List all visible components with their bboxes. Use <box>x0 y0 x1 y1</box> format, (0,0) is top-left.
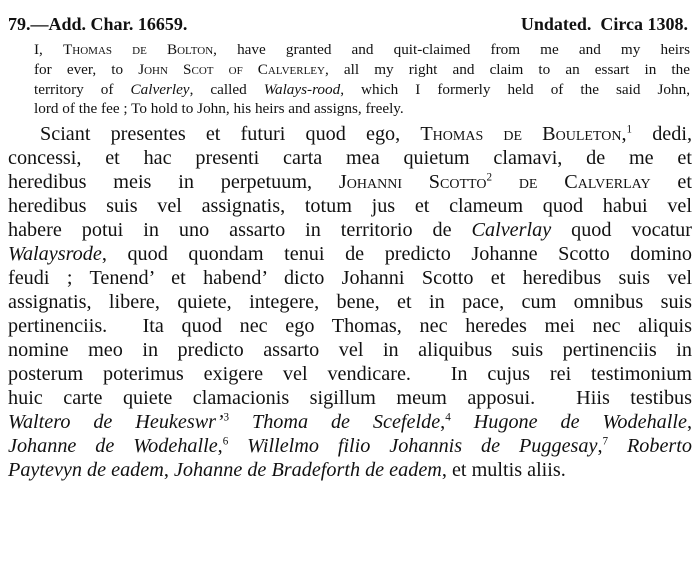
text-run: for ever, to <box>34 61 139 78</box>
text-run: , et multis aliis. <box>441 459 566 481</box>
italic-text: Walaysrode <box>8 243 102 265</box>
charter-number: 79. <box>8 14 31 34</box>
text-run <box>492 171 519 193</box>
italic-text: Calverlay <box>471 219 552 241</box>
text-run: , <box>440 411 446 433</box>
charter-line <box>40 124 692 144</box>
charter-line <box>8 196 692 216</box>
footnote-marker: 3 <box>223 411 230 424</box>
footnote-marker: 2 <box>486 171 492 184</box>
text-run: , <box>163 459 174 481</box>
text-run: feudi ; Tenend’ et habend’ dicto Johanni Scotto et heredibus suis vel <box>8 267 692 289</box>
italic-text: Johanne de Wodehalle <box>8 435 218 457</box>
text-run <box>451 411 474 433</box>
summary-line <box>34 101 404 116</box>
italic-text: Calverley <box>130 81 190 98</box>
text-run <box>228 435 247 457</box>
italic-text: Walays-rood <box>263 81 341 98</box>
text-run: , <box>621 123 627 145</box>
text-run: pertinenciis. Ita quod nec ego Thomas, nec heredes mei nec aliquis <box>8 315 692 337</box>
italic-text: Thoma de Scefelde <box>251 411 441 433</box>
text-run: , which I formerly held of the said John, <box>340 81 690 98</box>
text-run: habere potui in uno assarto in territorio de <box>8 219 472 241</box>
text-run: nomine meo in predicto assarto vel in aliquibus suis pertinenciis in <box>8 339 692 361</box>
text-run: , all my right and claim to an essart in the <box>324 61 690 78</box>
charter-line <box>8 268 692 288</box>
text-run: posterum poterimus exigere vel vendicare. In cujus rei testimonium <box>8 363 692 385</box>
text-run: dedi, <box>632 123 692 145</box>
proper-name: Thomas de Bolton <box>63 41 214 58</box>
text-run: I, <box>34 41 63 58</box>
italic-text: Johanne de Bradeforth de eadem <box>173 459 442 481</box>
summary-line <box>34 62 690 77</box>
text-run: , <box>597 435 603 457</box>
text-run: territory of <box>34 81 131 98</box>
charter-line <box>8 244 692 264</box>
italic-text: Roberto <box>626 435 692 457</box>
charter-line <box>8 220 692 240</box>
proper-name: Thomas de Bouleton <box>420 123 622 145</box>
text-run: quod vocatur <box>551 219 692 241</box>
charter-line <box>8 340 692 360</box>
proper-name: John Scot of Calverley <box>138 61 325 78</box>
summary-line <box>34 42 690 57</box>
text-run: , <box>217 435 223 457</box>
footnote-marker: 4 <box>445 411 451 424</box>
italic-text: Willelmo filio Johannis de Puggesay <box>247 435 598 457</box>
charter-line <box>8 148 692 168</box>
footnote-marker: 6 <box>222 435 229 448</box>
charter-line <box>8 436 692 456</box>
italic-text: Hugone de Wodehalle <box>473 411 687 433</box>
charter-line <box>8 364 692 384</box>
text-run: huic carte quiete clamacionis sigillum meum apposui. Hiis testibus <box>8 387 692 409</box>
text-run: concessi, et hac presenti carta mea quietum clamavi, de me et <box>8 147 692 169</box>
italic-text: Paytevyn de eadem <box>8 459 164 481</box>
charter-heading <box>0 15 700 35</box>
proper-name: de Calverlay <box>518 171 651 193</box>
footnote-marker: 1 <box>626 123 633 136</box>
charter-line <box>8 388 692 408</box>
text-run: lord of the fee ; To hold to John, his heirs and assigns, freely. <box>34 100 404 117</box>
charter-catalog: —Add. Char. 16659. <box>30 14 188 34</box>
footnote-marker: 7 <box>602 435 609 448</box>
text-run: heredibus suis vel assignatis, totum jus et clameum quod habui vel <box>8 195 692 217</box>
summary-line <box>34 82 690 97</box>
text-run: assignatis, libere, quiete, integere, bene, et in pace, cum omnibus suis <box>8 291 692 313</box>
charter-line <box>8 172 692 192</box>
text-run: , called <box>189 81 264 98</box>
text-run <box>608 435 627 457</box>
text-run: Sciant presentes et futuri quod ego, <box>40 123 421 145</box>
proper-name: Johanni Scotto <box>338 171 487 193</box>
charter-line <box>8 292 692 312</box>
charter-date: Undated. Circa 1308. <box>520 14 688 34</box>
charter-line <box>8 412 692 432</box>
italic-text: Waltero de Heukeswr’ <box>8 411 224 433</box>
charter-reference <box>8 15 187 33</box>
charter-line <box>8 460 566 480</box>
text-run: heredibus meis in perpetuum, <box>8 171 339 193</box>
text-run: et <box>650 171 692 193</box>
text-run: , have granted and quit-claimed from me and my heirs <box>213 41 690 58</box>
text-run <box>229 411 252 433</box>
charter-line <box>8 316 692 336</box>
text-run: , quod quondam tenui de predicto Johanne Scotto domino <box>101 243 692 265</box>
text-run: , <box>686 411 692 433</box>
